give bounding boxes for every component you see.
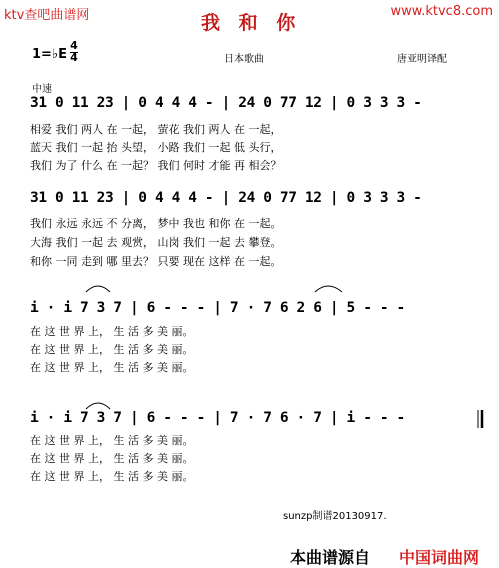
key-signature: 1=♭E [32, 47, 67, 62]
notation-line-4: i · i 7 3 7 | 6 - - - | 7 · 7 6 · 7 | i - - - [30, 410, 405, 426]
notation-line-3: i · i 7 3 7 | 6 - - - | 7 · 7 6 2 6 | 5 - - - [30, 300, 405, 316]
lyricist: 唐亚明译配 [397, 54, 447, 65]
footer-site-name: 中国词曲网 [399, 548, 480, 567]
lyric-4-1: 在 这 世 界 上， 生 活 多 美 丽。 [30, 434, 194, 447]
time-signature-top: 4 [70, 39, 78, 52]
lyric-2-2: 大海 我们 一起 去 观赏， 山岗 我们 一起 去 攀登。 [30, 236, 282, 249]
lyric-2-1: 我们 永远 永远 不 分离， 梦中 我也 和你 在 一起。 [30, 217, 282, 230]
slur-3b [315, 286, 342, 292]
lyric-3-3: 在 这 世 界 上， 生 活 多 美 丽。 [30, 361, 194, 374]
lyric-2-3: 和你 一同 走到 哪 里去？ 只要 现在 这样 在 一起。 [30, 255, 282, 268]
lyric-3-1: 在 这 世 界 上， 生 活 多 美 丽。 [30, 325, 194, 338]
lyric-1-1: 相爱 我们 两人 在 一起， 萤花 我们 两人 在 一起， [30, 123, 282, 136]
lyric-3-2: 在 这 世 界 上， 生 活 多 美 丽。 [30, 343, 194, 356]
song-origin: 日本歌曲 [224, 54, 264, 65]
footer-source-label: 本曲谱源自 [290, 548, 371, 567]
slur-4a [86, 403, 110, 409]
lyric-4-3: 在 这 世 界 上， 生 活 多 美 丽。 [30, 470, 194, 483]
watermark-right: www.ktvc8.com [390, 4, 493, 19]
time-signature-bottom: 4 [70, 51, 78, 64]
song-title: 我 和 你 [201, 12, 302, 34]
slur-3a [86, 286, 110, 292]
notation-line-1: 31 0 11 23 | 0 4 4 4 - | 24 0 77 12 | 0 3 3 3 - [30, 95, 422, 111]
lyric-1-3: 我们 为了 什么 在 一起？ 我们 何时 才能 再 相会？ [30, 159, 282, 172]
watermark-left: ktv查吧曲谱网 [4, 8, 90, 23]
transcriber-credit: sunzp制谱20130917. [283, 511, 387, 522]
notation-line-2: 31 0 11 23 | 0 4 4 4 - | 24 0 77 12 | 0 3 3 3 - [30, 190, 422, 206]
lyric-1-2: 蓝天 我们 一起 抬 头望， 小路 我们 一起 低 头行， [30, 141, 282, 154]
lyric-4-2: 在 这 世 界 上， 生 活 多 美 丽。 [30, 452, 194, 465]
tempo: 中速 [32, 84, 52, 95]
